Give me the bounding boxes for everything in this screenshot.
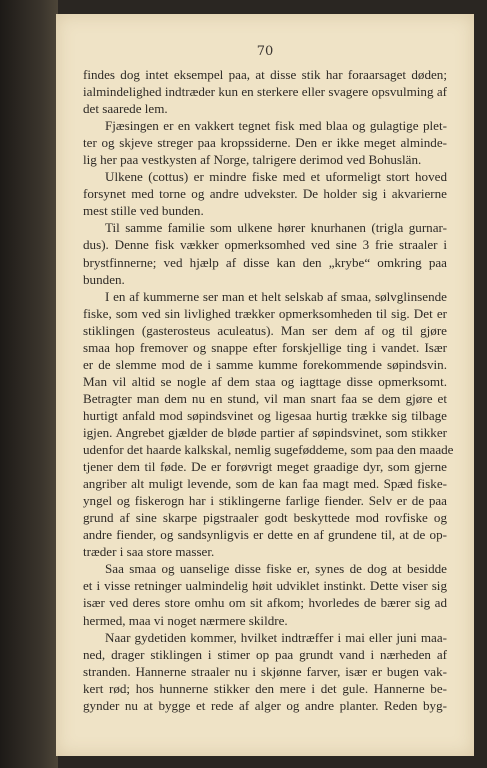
text-line: forsynet med torne og andre udvekster. De holder sig i akvarierne: [83, 186, 447, 202]
text-line: stiklingen (gasterosteus aculeatus). Man ser dem af og til gjøre: [83, 322, 447, 338]
text-line: Naar gydetiden kommer, hvilket indtræffer i mai eller juni maa-: [105, 629, 447, 645]
text-line: angriber alt muligt levende, som de kan faa magt med. Spæd fiske-: [83, 476, 447, 492]
text-line: igjen. Angrebet gjælder de bløde partier af søpindsvinet, som stikker: [83, 424, 447, 440]
text-line: kert rød; hos hunnerne stikker den mere i det gule. Hannerne be-: [83, 680, 447, 696]
text-line: andre fiender, og sandsynligvis er dette en af grundene til, at de op-: [83, 527, 447, 543]
text-line: lig her paa vestkysten af Norge, talrigere derimod ved Bohuslän.: [83, 152, 422, 168]
text-line: stranden. Hannerne straaler nu i skjønne farver, især er bugen vak-: [83, 663, 447, 679]
scan-background-edge: [0, 0, 58, 768]
text-line: ned, drager stiklingen i stimer op paa grundt vand i nærheden af: [83, 646, 447, 662]
text-line: grund af sine skarpe pigstraaler godt beskyttede mod rovfiske og: [83, 510, 447, 526]
text-line: er de slemme mod de i samme kumme forekommende søpindsvin.: [83, 356, 447, 372]
text-line: dus). Denne fisk vækker opmerksomhed ved sine 3 frie straaler i: [83, 237, 447, 253]
text-line: et i visse retninger ualmindelig høit udviklet instinkt. Dette viser sig: [83, 578, 447, 594]
page-number: 70: [256, 44, 274, 59]
text-line: Betragter man dem nu en stund, vil man snart faa se dem gjøre et: [83, 390, 447, 406]
text-line: ialmindelighed indtræder kun en sterkere eller svagere opsvulming af: [83, 84, 447, 100]
text-line: Saa smaa og uanselige disse fiske er, synes de dog at besidde: [105, 561, 447, 577]
text-line: udenfor det haarde kalkskal, nemlig sugeføddeme, som paa den maade: [83, 442, 454, 458]
text-line: især ved deres store omhu om sit afkom; hvorledes de bærer sig ad: [83, 595, 447, 611]
text-line: hermed, maa vi noget nærmere skildre.: [83, 612, 288, 628]
text-line: yngel og fiskerogn har i stiklingerne farlige fiender. Selv er de paa: [83, 493, 447, 509]
text-line: mest stille ved bunden.: [83, 203, 204, 219]
text-line: Ulkene (cottus) er mindre fiske med et uformeligt stort hoved: [105, 169, 447, 185]
text-line: I en af kummerne ser man et helt selskab af smaa, sølvglinsende: [105, 288, 447, 304]
text-line: det saarede lem.: [83, 101, 168, 117]
text-line: tjener dem til føde. De er forøvrigt meget graadige dyr, som gjerne: [83, 459, 447, 475]
text-line: træder i saa store masser.: [83, 544, 215, 560]
text-line: ter og skjeve streger paa kropssiderne. Den er ikke meget alminde-: [83, 135, 447, 151]
text-line: Man vil altid se nogle af dem staa og iagttage disse opmerksomt.: [83, 373, 447, 389]
text-line: Fjæsingen er en vakkert tegnet fisk med blaa og gulagtige plet-: [105, 118, 447, 134]
text-line: gynder nu at bygge et rede af alger og andre planter. Reden byg-: [83, 697, 447, 713]
text-line: findes dog intet eksempel paa, at disse stik har foraarsaget døden;: [83, 67, 447, 82]
text-line: brystfinnerne; ved hjælp af disse kan den „krybe“ omkring paa: [83, 254, 447, 270]
body-text: [83, 66, 454, 714]
text-line: fiske, som ved sin livlighed trækker opmerksomheden til sig. Det er: [83, 305, 447, 321]
text-line: Til samme familie som ulkene hører knurhanen (trigla gurnar-: [105, 220, 447, 236]
book-page: [56, 14, 474, 756]
text-line: hurtigt anfald mod søpindsvinet og ligesaa hurtig trække sig tilbage: [83, 407, 447, 423]
text-line: smaa hop fremover og snappe efter forskjellige ting i vandet. Især: [83, 339, 447, 355]
text-line: bunden.: [83, 271, 125, 287]
